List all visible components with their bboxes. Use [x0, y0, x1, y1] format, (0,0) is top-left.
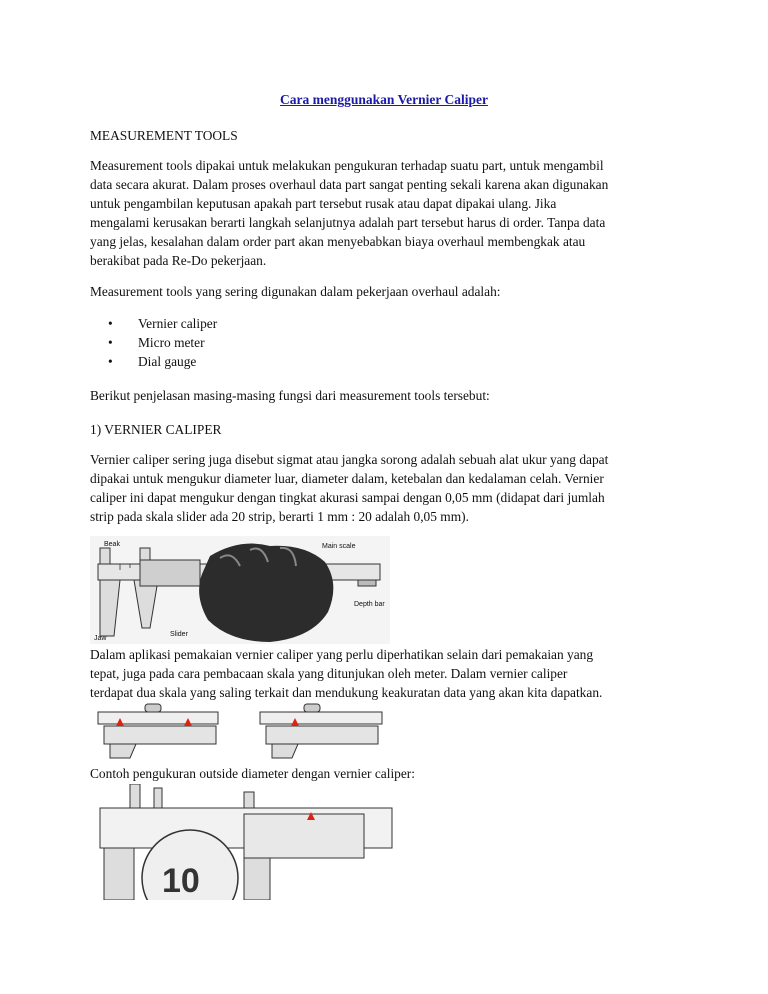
paragraph-line: berakibat pada Re-Do pekerjaan. [90, 253, 267, 268]
bullet-icon: • [108, 354, 113, 369]
list-item-label: Vernier caliper [138, 316, 218, 331]
coin-label: 10 [162, 862, 200, 900]
paragraph-line: terdapat dua skala yang saling terkait dan mendukung keakuratan data yang akan kita dapatkan. [90, 685, 603, 700]
tools-bullet-list [108, 314, 408, 371]
list-item [108, 314, 408, 333]
figure-vernier-scales [90, 702, 390, 764]
paragraph-explanation-intro: Berikut penjelasan masing-masing fungsi dari measurement tools tersebut: [90, 388, 490, 403]
paragraph-line: Measurement tools dipakai untuk melakukan pengukuran terhadap suatu part, untuk mengambil [90, 158, 604, 173]
label-beak: Beak [104, 541, 120, 548]
figure-caliper-hand [90, 536, 390, 644]
paragraph-outside-diameter-example: Contoh pengukuran outside diameter dengan vernier caliper: [90, 766, 415, 781]
paragraph-line: strip pada skala slider ada 20 strip, berarti 1 mm : 20 adalah 0,05 mm). [90, 509, 469, 524]
list-item [108, 352, 408, 371]
section-heading-measurement-tools: MEASUREMENT TOOLS [90, 128, 238, 143]
label-slider: Slider [170, 631, 188, 638]
vernier-scale-right [260, 704, 382, 758]
label-jaw: Jaw [94, 635, 107, 642]
paragraph-line: dipakai untuk mengukur diameter luar, diameter dalam, ketebalan dan kedalaman celah. Vernier [90, 471, 604, 486]
list-item [108, 333, 408, 352]
paragraph-line: caliper ini dapat mengukur dengan tingkat akurasi sampai dengan 0,05 mm (didapat dari jumlah [90, 490, 605, 505]
document-title[interactable]: Cara menggunakan Vernier Caliper [280, 92, 488, 107]
paragraph-line: Vernier caliper sering juga disebut sigmat atau jangka sorong adalah sebuah alat ukur yang dapat [90, 452, 609, 467]
bullet-icon: • [108, 316, 113, 331]
label-depth-bar: Depth bar [354, 601, 385, 608]
paragraph-line: mengalami kerusakan berarti langkah selanjutnya adalah part tersebut harus di order. Tanpa data [90, 215, 606, 230]
vernier-scale-left [98, 704, 218, 758]
figure-outside-diameter [94, 784, 394, 900]
label-main-scale: Main scale [322, 543, 356, 550]
paragraph-line: Dalam aplikasi pemakaian vernier caliper yang perlu diperhatikan selain dari pemakaian yang [90, 647, 594, 662]
list-item-label: Dial gauge [138, 354, 197, 369]
paragraph-line: yang jelas, kesalahan dalam order part akan menyebabkan biaya overhaul membengkak atau [90, 234, 586, 249]
paragraph-tools-list-intro: Measurement tools yang sering digunakan dalam pekerjaan overhaul adalah: [90, 284, 501, 299]
section-heading-vernier-caliper: 1) VERNIER CALIPER [90, 422, 222, 437]
list-item-label: Micro meter [138, 335, 205, 350]
paragraph-line: data secara akurat. Dalam proses overhaul data part sangat penting sekali karena akan digunakan [90, 177, 609, 192]
bullet-icon: • [108, 335, 113, 350]
paragraph-line: untuk pengambilan keputusan apakah part tersebut rusak atau dapat dipakai ulang. Jika [90, 196, 557, 211]
paragraph-line: tepat, juga pada cara pembacaan skala yang ditunjukan oleh meter. Dalam vernier caliper [90, 666, 568, 681]
